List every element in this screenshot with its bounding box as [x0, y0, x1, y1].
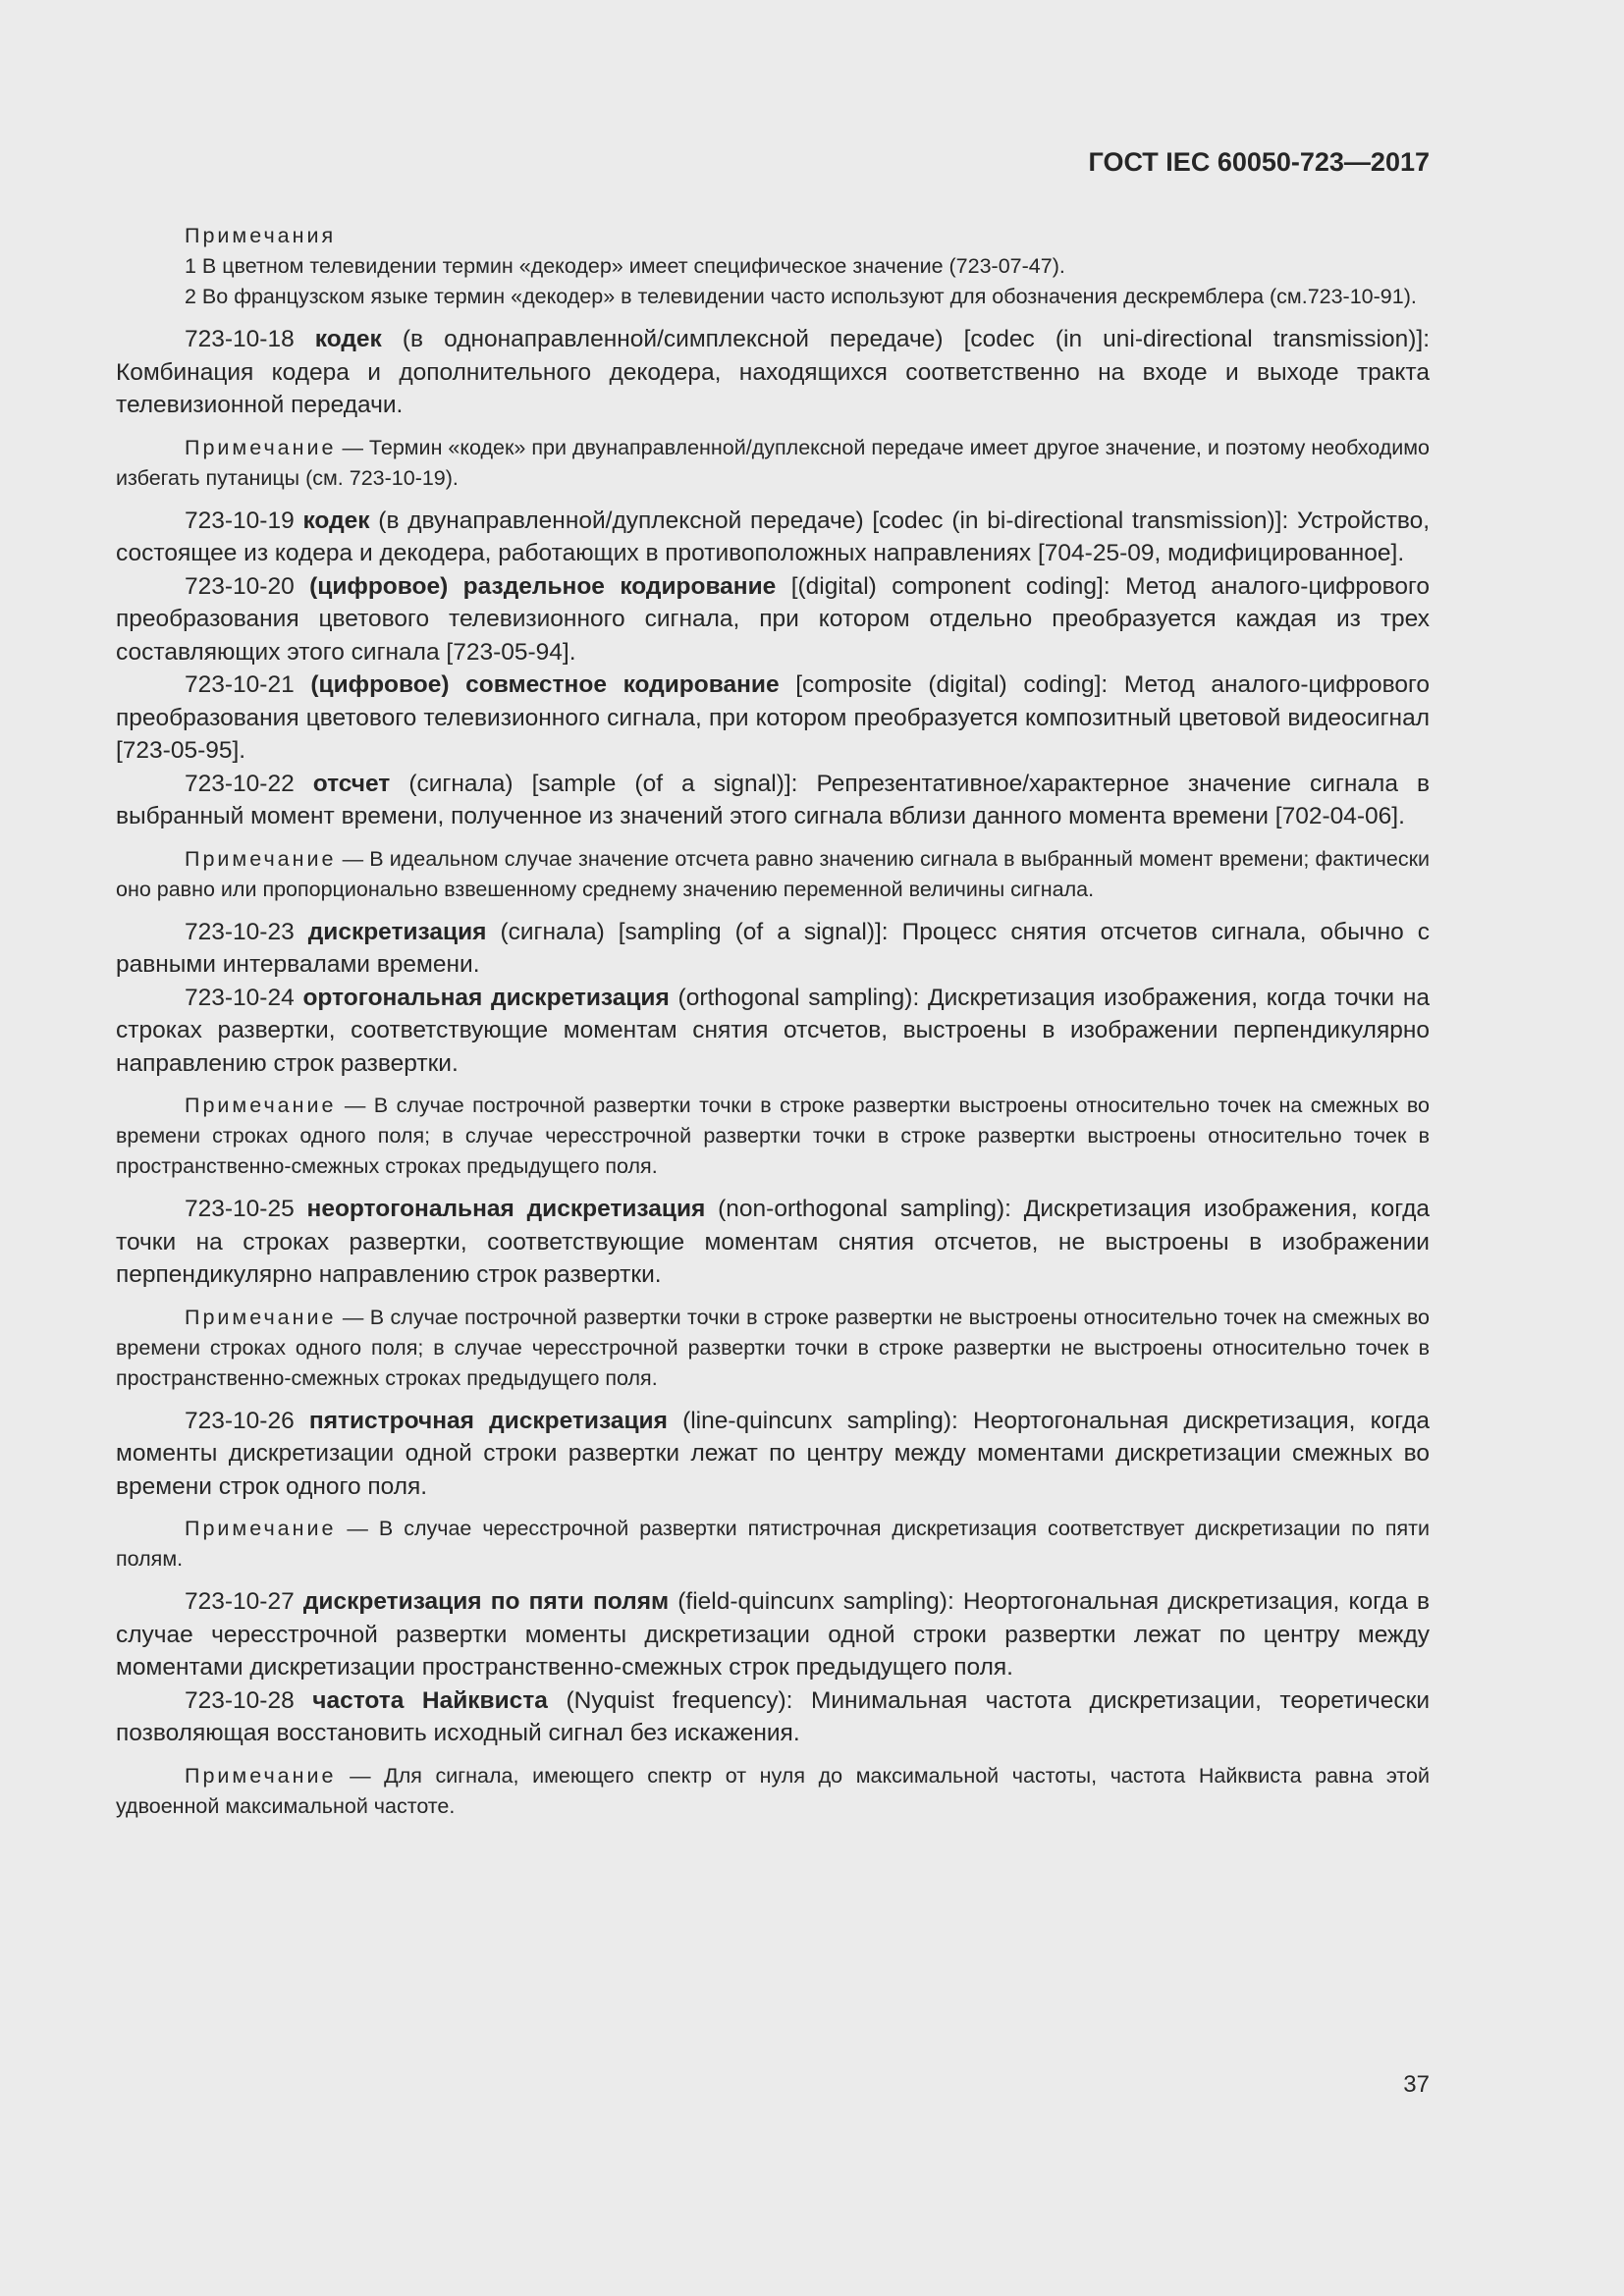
- term-entry-723-10-24: 723-10-24 ортогональная дискретизация (orthogonal sampling): Дискретизация изображения, когда точки на строках развертки, соответствующие моментам снятия отсчетов, выстроены в изображении перпендикулярно направлению строк развертки.: [116, 984, 1430, 1077]
- note-723-10-28: Примечание — Для сигнала, имеющего спектр от нуля до максимальной частоты, частота Найквиста равна этой удвоенной максимальной частоте.: [116, 1763, 1430, 1818]
- notes-heading: Примечания: [185, 224, 337, 247]
- term-entry-723-10-26: 723-10-26 пятистрочная дискретизация (line-quincunx sampling): Неортогональная дискретизация, когда моменты дискретизации одной строки развертки лежат по центру между моментами дискретизации смежных во времени строк одного поля.: [116, 1407, 1430, 1500]
- note-item-1: 1 В цветном телевидении термин «декодер» имеет специфическое значение (723-07-47).: [185, 254, 1065, 278]
- term-entry-723-10-21: 723-10-21 (цифровое) совместное кодирование [composite (digital) coding]: Метод аналого-цифрового преобразования цветового телевизионного сигнала, при котором преобразуется композитный цветовой видеосигнал [723-05-95].: [116, 671, 1431, 764]
- note-723-10-22: Примечание — В идеальном случае значение отсчета равно значению сигнала в выбранный момент времени; фактически оно равно или пропорционально взвешенному среднему значению переменной величины сигнала.: [116, 846, 1430, 901]
- note-723-10-26: Примечание — В случае чересстрочной развертки пятистрочная дискретизация соответствует дискретизации по пяти полям.: [116, 1517, 1430, 1571]
- page-content: [116, 221, 1430, 1822]
- term-entry-723-10-25: 723-10-25 неортогональная дискретизация (non-orthogonal sampling): Дискретизация изображения, когда точки на строках развертки, соответствующие моментам снятия отсчетов, не выстроены в изображении перпендикулярно направлению строк развертки.: [116, 1196, 1431, 1288]
- note-723-10-25: Примечание — В случае построчной развертки точки в строке развертки не выстроены относительно точек на смежных во времени строках одного поля; в случае чересстрочной развертки точки в строке развертки не выстроены относительно точек в пространственно-смежных строках предыдущего поля.: [116, 1305, 1430, 1390]
- term-entry-723-10-28: 723-10-28 частота Найквиста (Nyquist frequency): Минимальная частота дискретизации, теоретически позволяющая восстановить исходный сигнал без искажения.: [116, 1686, 1431, 1746]
- page-number: 37: [1403, 2071, 1430, 2098]
- note-723-10-18: Примечание — Термин «кодек» при двунаправленной/дуплексной передаче имеет другое значение, и поэтому необходимо избегать путаницы (см. 723-10-19).: [116, 435, 1430, 490]
- term-entry-723-10-19: 723-10-19 кодек (в двунаправленной/дуплексной передаче) [codec (in bi-directional transmission)]: Устройство, состоящее из кодера и декодера, работающих в противоположных направлениях [704-25-09, модифицированное].: [116, 507, 1431, 566]
- term-entry-723-10-18: 723-10-18 кодек (в однонаправленной/симплексной передаче) [codec (in uni-directional transmission)]: Комбинация кодера и дополнительного декодера, находящихся соответственно на входе и выходе тракта телевизионной передачи.: [116, 326, 1431, 418]
- note-723-10-24: Примечание — В случае построчной развертки точки в строке развертки выстроены относительно точек на смежных во времени строках одного поля; в случае чересстрочной развертки точки в строке развертки выстроены относительно точек в пространственно-смежных строках предыдущего поля.: [116, 1094, 1430, 1178]
- term-entry-723-10-20: 723-10-20 (цифровое) раздельное кодирование [(digital) component coding]: Метод аналого-цифрового преобразования цветового телевизионного сигнала, при котором отдельно преобразуется каждая из трех составляющих этого сигнала [723-05-94].: [116, 572, 1430, 666]
- term-entry-723-10-23: 723-10-23 дискретизация (сигнала) [sampling (of a signal)]: Процесс снятия отсчетов сигнала, обычно с равными интервалами времени.: [116, 918, 1430, 978]
- note-item-2: 2 Во французском языке термин «декодер» в телевидении часто используют для обозначения дескремблера (см.723-10-91).: [185, 285, 1417, 308]
- term-entry-723-10-27: 723-10-27 дискретизация по пяти полям (field-quincunx sampling): Неортогональная дискретизация, когда в случае чересстрочной развертки моменты дискретизации одной строки развертки лежат по центру между моментами дискретизации пространственно-смежных строк предыдущего поля.: [116, 1588, 1430, 1681]
- standard-header: ГОСТ IEC 60050-723—2017: [1088, 147, 1430, 177]
- term-entry-723-10-22: 723-10-22 отсчет (сигнала) [sample (of a signal)]: Репрезентативное/характерное значение сигнала в выбранный момент времени, полученное из значений этого сигнала вблизи данного момента времени [702-04-06].: [116, 770, 1430, 829]
